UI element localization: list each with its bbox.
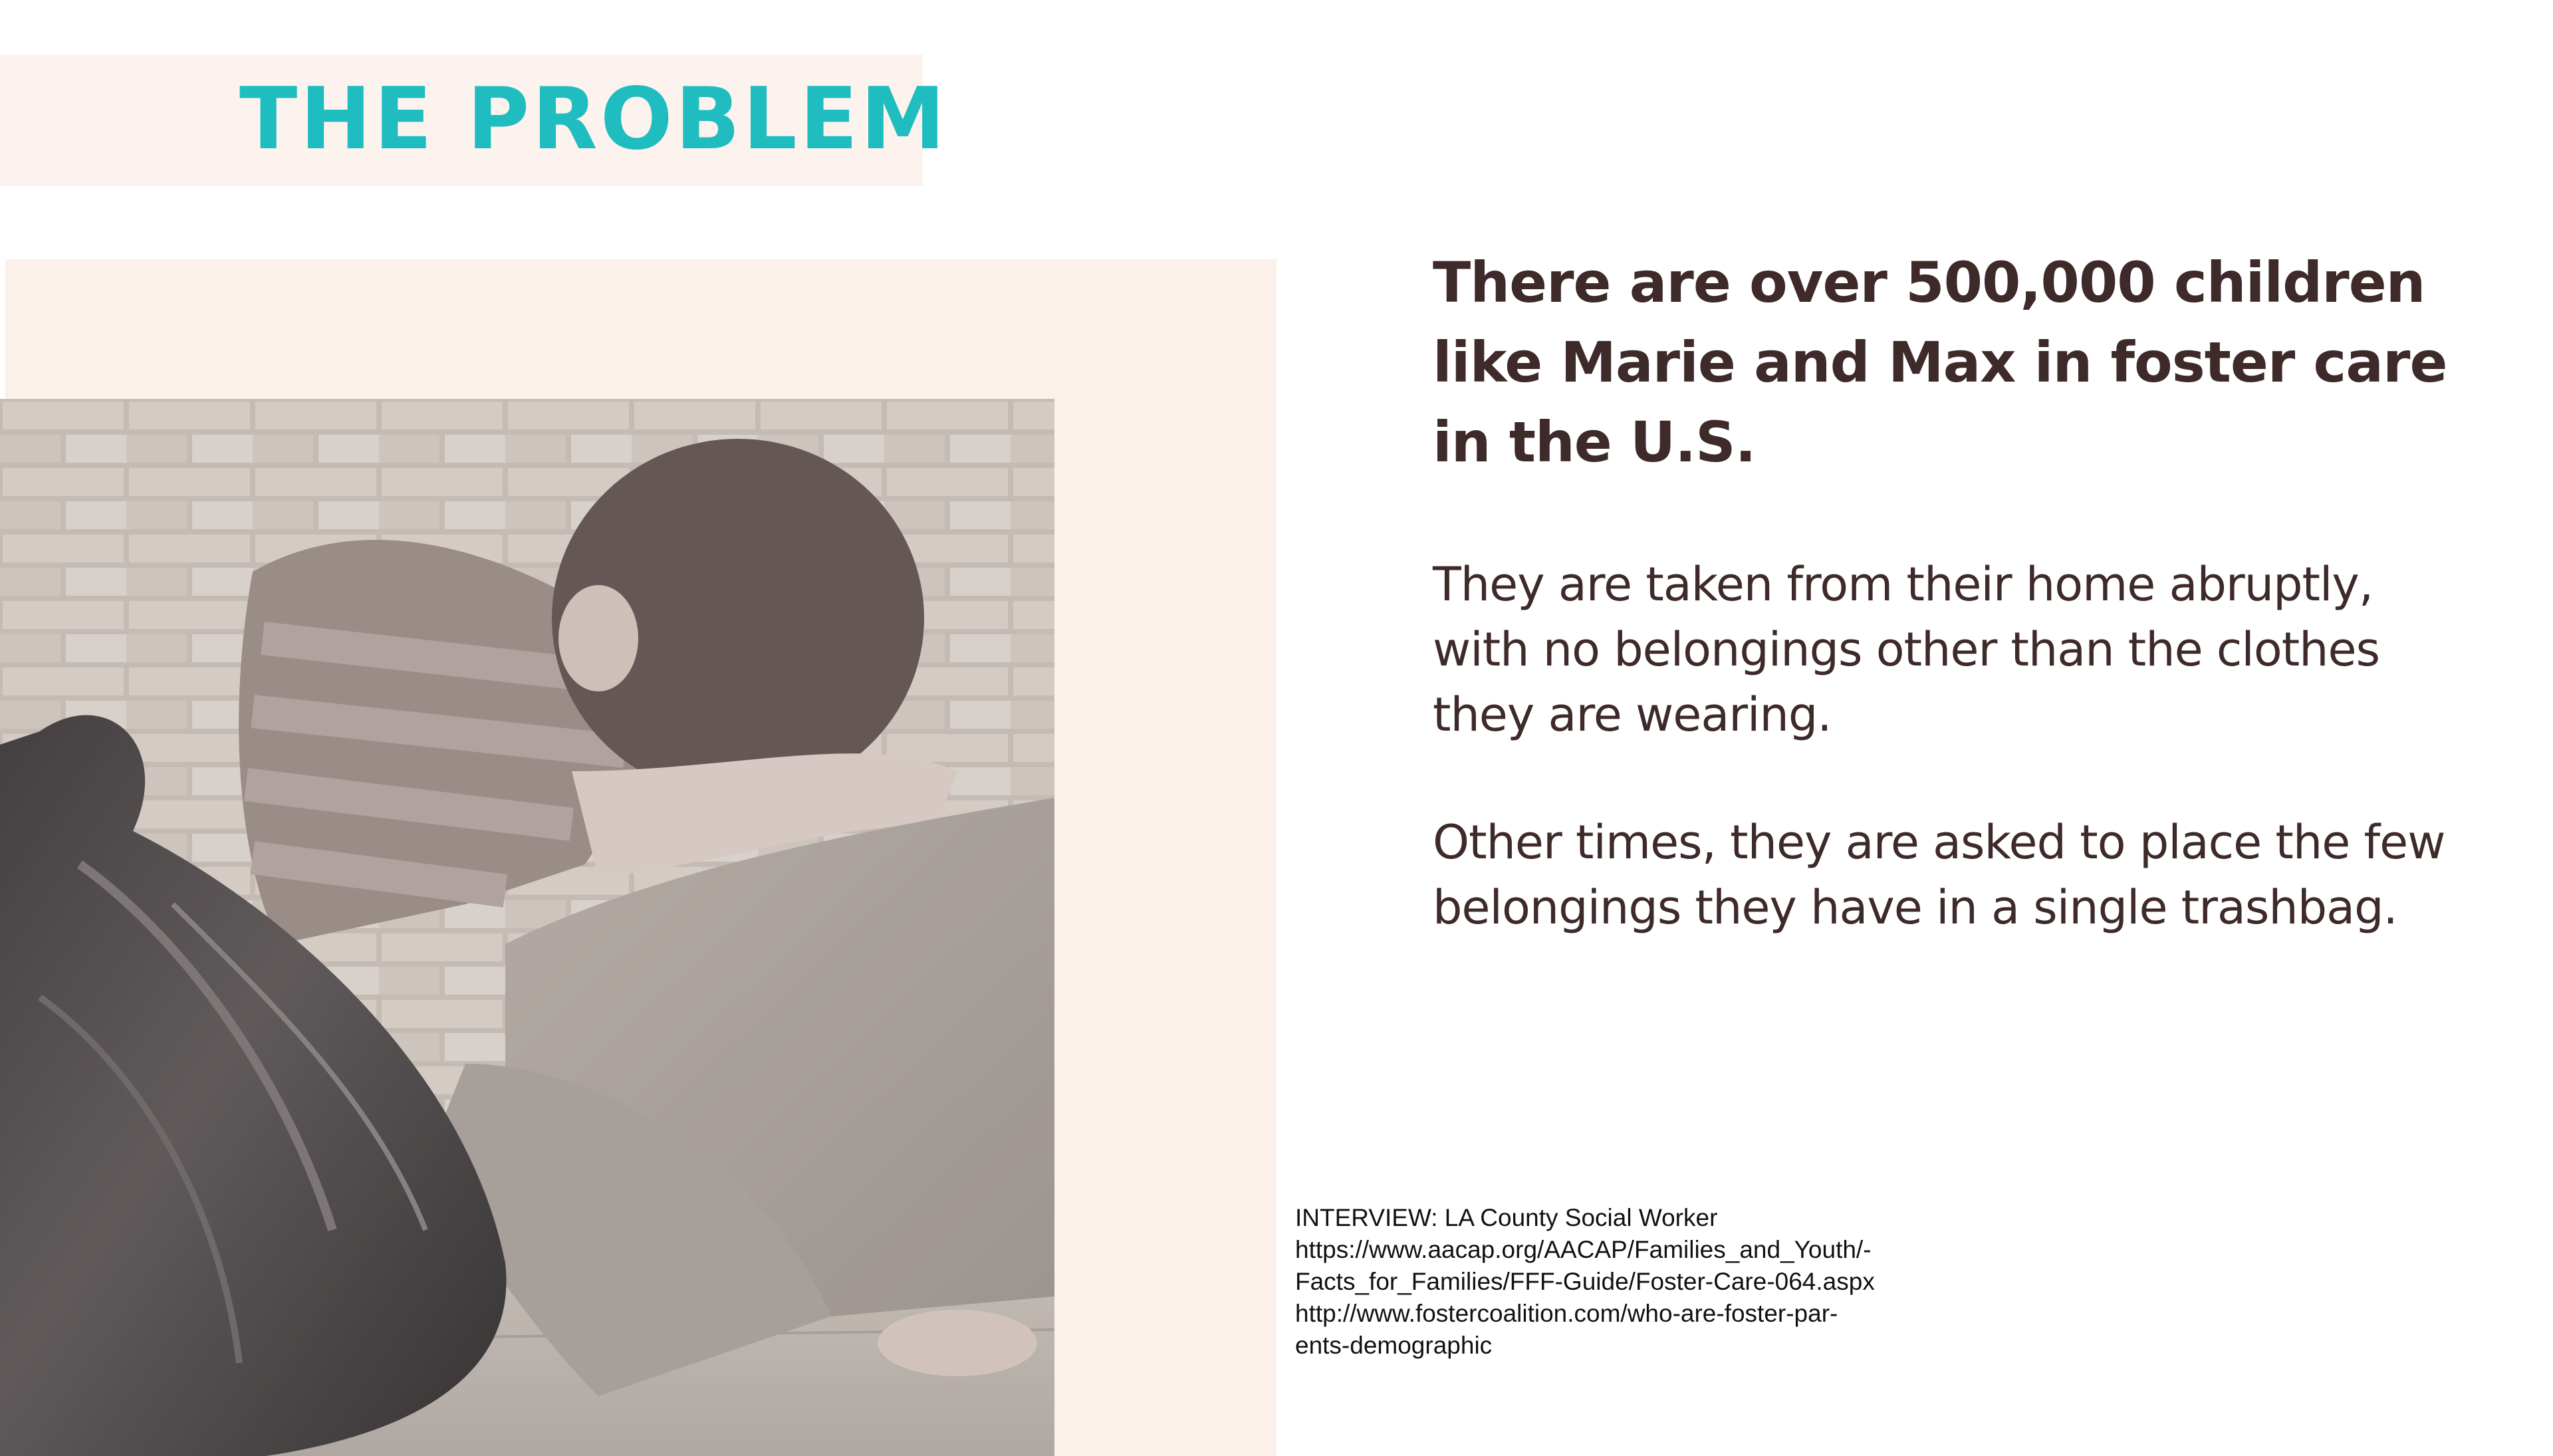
source-link-aacap-2: Facts_for_Families/FFF-Guide/Foster-Care-064.aspx xyxy=(1295,1268,1875,1295)
sources-list xyxy=(1295,1202,1920,1362)
source-link-fostercoalition-2: ents-demographic xyxy=(1295,1332,1493,1359)
paragraph-2: Other times, they are asked to place the few belongings they have in a single trashbag. xyxy=(1433,815,2445,935)
paragraph-1: They are taken from their home abruptly, with no belongings other than the clothes they are wearing. xyxy=(1433,557,2380,742)
source-link-fostercoalition-1: http://www.fostercoalition.com/who-are-foster-par- xyxy=(1295,1300,1838,1327)
headline: There are over 500,000 children like Marie and Max in foster care in the U.S. xyxy=(1433,250,2447,475)
child-with-trashbag-photo xyxy=(0,399,1054,1456)
slide-title: THE PROBLEM xyxy=(239,70,948,169)
source-interview: INTERVIEW: LA County Social Worker xyxy=(1295,1204,1718,1231)
source-link-aacap-1: https://www.aacap.org/AACAP/Families_and_Youth/- xyxy=(1295,1236,1872,1263)
